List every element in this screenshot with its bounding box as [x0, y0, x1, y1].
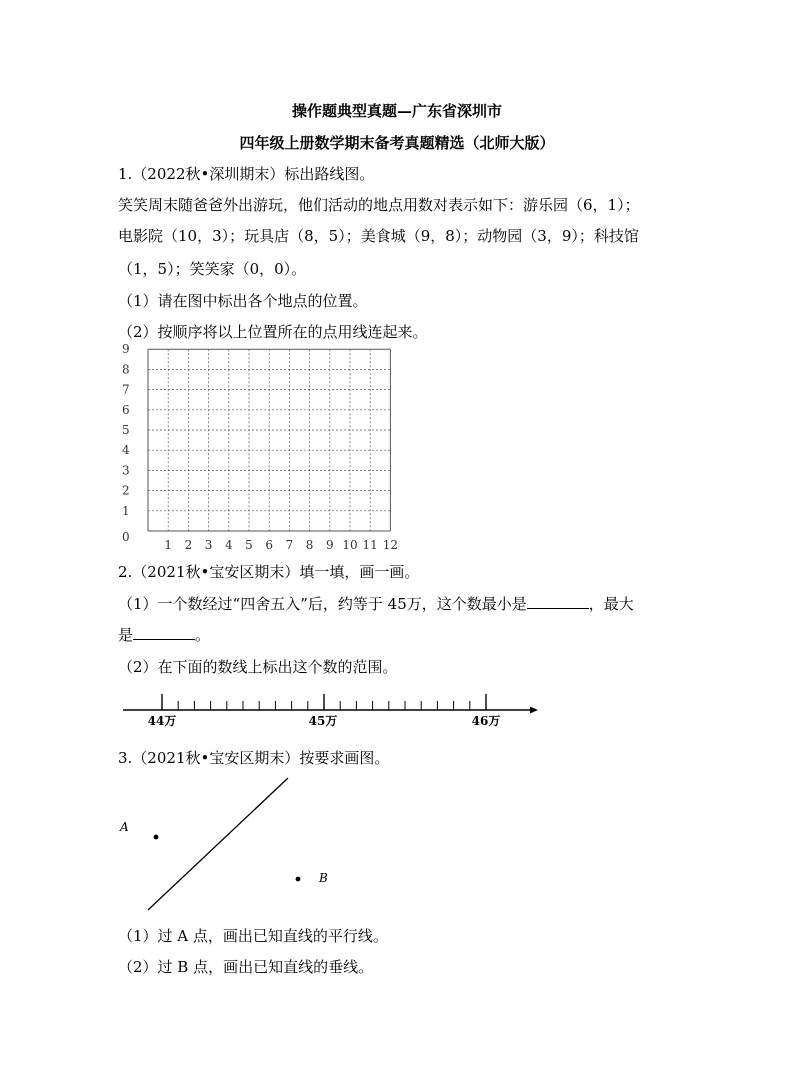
q1-text-2: 电影院（10，3）；玩具店（8，5）；美食城（9，8）；动物园（3，9）；科技馆 [118, 227, 639, 245]
number-line-arrow-icon [530, 707, 538, 714]
q2-sub1-text-d: 。 [195, 626, 211, 644]
grid-y-label: 6 [122, 402, 130, 417]
q3-figure [110, 770, 350, 920]
point-b-label: B [319, 871, 328, 885]
document-subtitle: 四年级上册数学期末备考真题精选（北师大版） [239, 134, 555, 152]
grid-y-label: 4 [122, 443, 130, 458]
q2-sub1-cont [118, 624, 210, 645]
q2-sub2: （2）在下面的数线上标出这个数的范围。 [118, 658, 398, 676]
number-line-label-46: 46万 [471, 714, 501, 728]
answer-blank-min[interactable] [527, 594, 589, 609]
q3-sub1: （1）过 A 点，画出已知直线的平行线。 [118, 927, 388, 945]
q2-sub1-text-b: ，最大 [588, 595, 634, 613]
grid-x-label: 12 [382, 538, 399, 552]
number-line [118, 688, 548, 733]
coordinate-grid [110, 340, 400, 555]
grid-x-label: 4 [224, 538, 233, 552]
grid-y-label: 3 [122, 463, 130, 478]
point-a [154, 835, 159, 840]
grid-y-label: 5 [122, 423, 130, 437]
number-line-label-44: 44万 [147, 714, 177, 728]
grid-x-label: 9 [325, 538, 334, 552]
number-line-label-45: 45万 [308, 714, 338, 728]
grid-x-label: 7 [285, 538, 294, 552]
q1-text-3: （1，5）；笑笑家（0，0）。 [118, 260, 307, 278]
q3-heading: 3.（2021秋•宝安区期末）按要求画图。 [118, 749, 390, 767]
q2-sub1 [118, 593, 634, 614]
document-title: 操作题典型真题—广东省深圳市 [291, 102, 502, 120]
point-b [296, 877, 301, 882]
grid-x-label: 1 [164, 538, 173, 552]
grid-y-label: 1 [122, 503, 130, 518]
q2-sub1-text-a: （1）一个数经过“四舍五入”后，约等于 45万，这个数最小是 [118, 595, 527, 613]
grid-x-label: 6 [265, 538, 274, 552]
grid-y-label: 2 [122, 483, 130, 498]
q2-heading: 2.（2021秋•宝安区期末）填一填，画一画。 [118, 563, 420, 581]
q1-sub1: （1）请在图中标出各个地点的位置。 [118, 292, 368, 310]
grid-x-label: 11 [362, 538, 378, 552]
q2-sub1-text-c: 是 [118, 626, 134, 644]
grid-y-label: 0 [122, 530, 130, 544]
q1-heading: 1.（2022秋•深圳期末）标出路线图。 [118, 165, 375, 183]
grid-x-label: 3 [204, 538, 213, 552]
grid-x-label: 8 [305, 538, 314, 552]
q3-sub2: （2）过 B 点，画出已知直线的垂线。 [118, 958, 374, 976]
grid-y-label: 8 [122, 362, 130, 377]
grid-x-label: 2 [184, 538, 193, 552]
q1-sub2: （2）按顺序将以上位置所在的点用线连起来。 [118, 323, 428, 341]
grid-x-label: 10 [342, 538, 358, 552]
answer-blank-max[interactable] [133, 625, 195, 640]
q1-text-1: 笑笑周末随爸爸外出游玩，他们活动的地点用数对表示如下：游乐园（6，1）； [118, 196, 640, 214]
grid-y-label: 9 [122, 342, 130, 357]
grid-x-label: 5 [245, 538, 253, 552]
grid-y-label: 7 [122, 382, 130, 397]
given-line [148, 778, 288, 910]
point-a-label: A [120, 820, 129, 834]
